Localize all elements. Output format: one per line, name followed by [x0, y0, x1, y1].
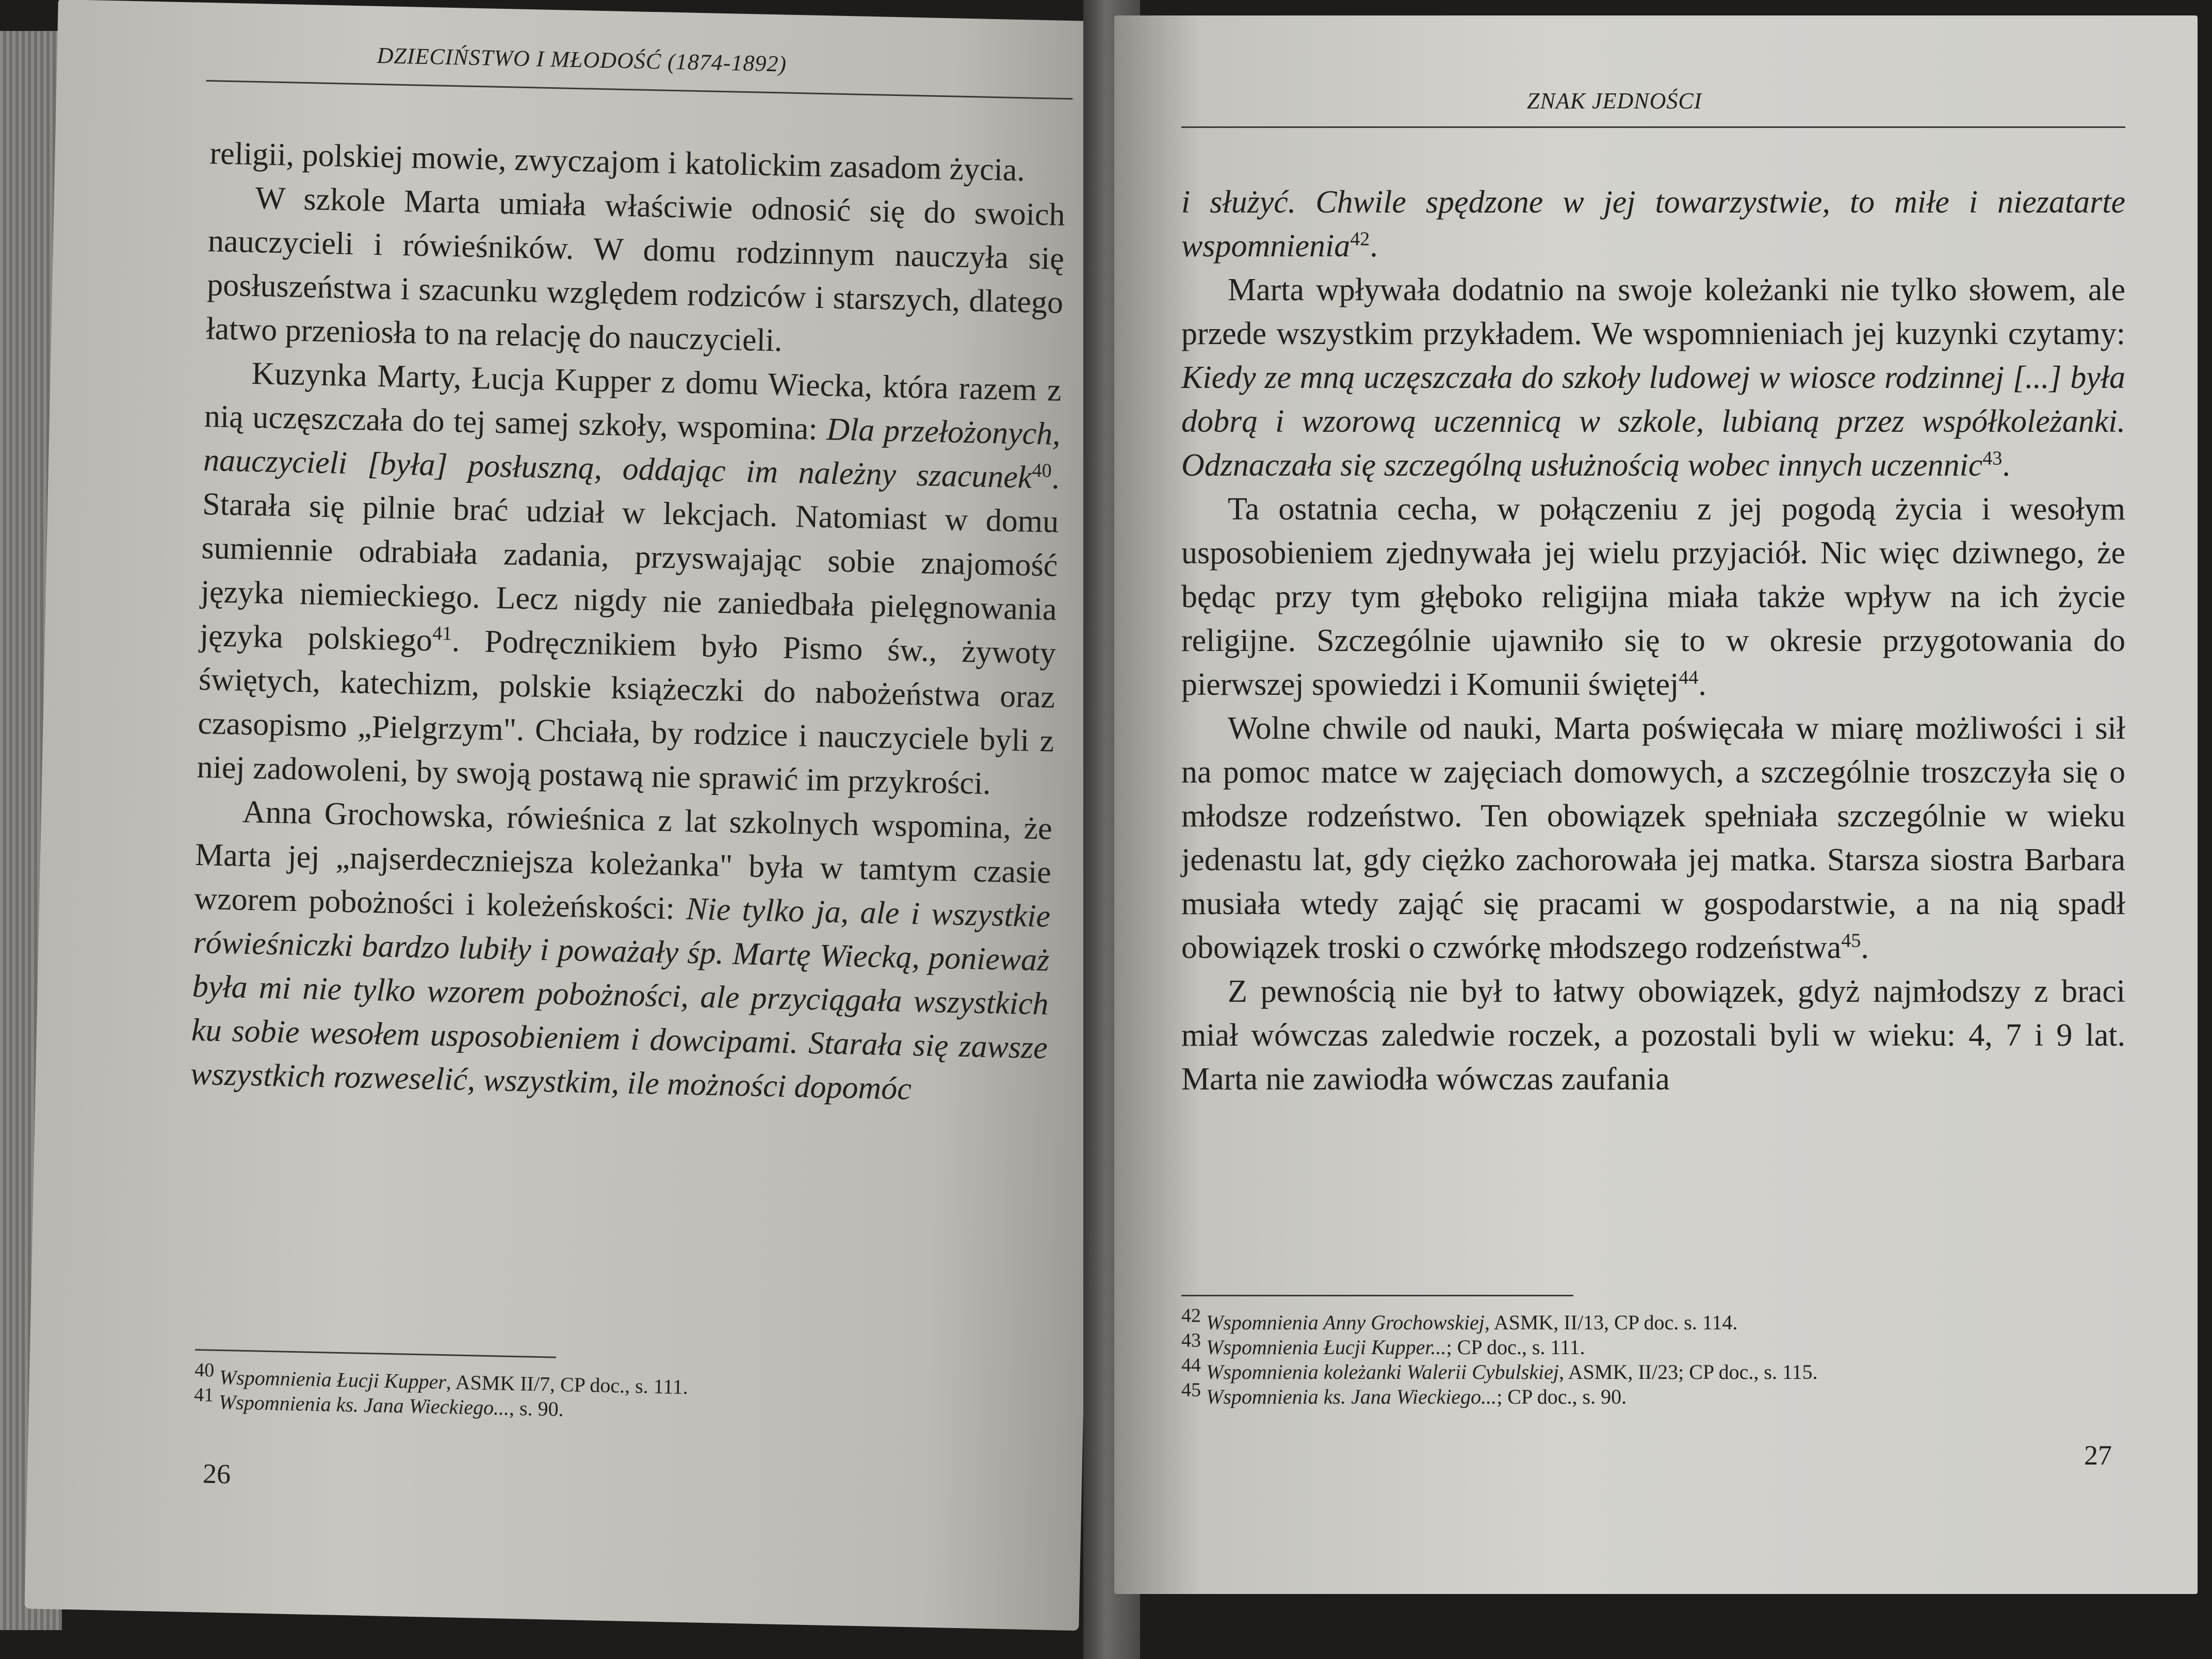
paragraph — [190, 789, 1052, 1114]
footnote-title: Wspomnienia ks. Jana Wieckiego... — [218, 1390, 510, 1420]
text: Wolne chwile od nauki, Marta poświęcała w miarę możliwości i sił na pomoc matce w zajęciach domowych, a szczególnie troszczyła się o młodsze rodzeństwo. Ten obowiązek spełniała szczególnie w wieku jedenastu lat, gdy ciężko zachorowała jej matka. Starsza siostra Barbara musiała wtedy zająć się pracami w gospodarstwie, a na nią spadł obowiązek troski o czwórkę młodszego rodzeństwa — [1181, 711, 2125, 965]
footnote-title: Wspomnienia ks. Jana Wieckiego... — [1206, 1385, 1497, 1408]
page-number-right: 27 — [2084, 1440, 2112, 1471]
paragraph — [1181, 707, 2125, 970]
right-body — [1181, 181, 2125, 1101]
paragraph: religii, polskiej mowie, zwyczajom i katolickim zasadom życia. — [209, 136, 1026, 188]
footnote-rule-left — [195, 1349, 556, 1358]
footnote-ref: 40 — [1032, 460, 1052, 482]
quote: Nie tylko ja, ale i wszystkie rówieśniczki bardzo lubiły i poważały śp. Martę Wiecką, ponieważ była mi nie tylko wzorem pobożności, ale przyciągała wszystkich ku sobie wesołem usposobieniem i dowcipami. Starała się zawsze wszystkich rozweselić, wszystkim, ile możności dopomóc — [190, 891, 1051, 1107]
paragraph: Z pewnością nie był to łatwy obowiązek, gdyż najmłodszy z braci miał wówczas zaledwie roczek, a pozostali byli w wieku: 4, 7 i 9 lat. Marta nie zawiodła wówczas zaufania — [1181, 974, 2125, 1097]
footnote-title: Wspomnienia Anny Grochowskiej — [1206, 1311, 1485, 1334]
text: . — [1698, 667, 1706, 702]
footnote — [1181, 1354, 1818, 1385]
footnote-title: Wspomnienia Łucji Kupper... — [1206, 1336, 1446, 1359]
text: Anna Grochowska, rówieśnica z lat szkolnych wspomina, że Marta jej „najserdeczniejsza koleżanka" była w tamtym czasie wzorem pobożności i koleżeńskości: — [193, 794, 1053, 926]
quote: Kiedy ze mną uczęszczała do szkoły ludowej w wiosce rodzinnej [...] była dobrą i wzorową uczennicą w szkole, lubianą przez współkoleżanki. Odznaczała się szczególną usłużnością wobec innych uczennic — [1181, 360, 2125, 483]
paragraph: W szkole Marta umiała właściwie odnosić się do swoich nauczycieli i rówieśników. W domu rodzinnym nauczyła się posłuszeństwa i szacunku względem rodziców i starszych, dlatego łatwo przeniosła to na relację do nauczycieli. — [205, 181, 1066, 359]
running-head-left: DZIECIŃSTWO I MŁODOŚĆ (1874-1892) — [377, 42, 787, 77]
text: Kuzynka Marty, Łucja Kupper z domu Wiecka, która razem z nią uczęszczała do tej samej szkoły, wspomina: — [204, 355, 1062, 447]
footnote-text: , ASMK II/7, CP doc., s. 111. — [446, 1370, 689, 1399]
footnote-title: Wspomnienia Łucji Kupper — [219, 1365, 447, 1394]
header-rule-left — [206, 80, 1073, 100]
running-head-right: ZNAK JEDNOŚCI — [1527, 88, 1702, 113]
quote: Dla przełożonych, nauczycieli [była] posłuszną, oddając im należny szacunek — [203, 412, 1061, 495]
text: Ta ostatnia cecha, w połączeniu z jej pogodą życia i wesołym usposobieniem zjednywała jej wielu przyjaciół. Nic więc dziwnego, że będąc przy tym głęboko religijna miała także wpływ na ich życie religijne. Szczególnie ujawniło się to w okresie przygotowania do pierwszej spowiedzi i Komunii świętej — [1181, 492, 2125, 702]
paragraph — [1181, 268, 2125, 487]
footnote-text: ; CP doc., s. 90. — [1497, 1385, 1627, 1408]
footnote-title: Wspomnienia koleżanki Walerii Cybulskiej — [1206, 1360, 1559, 1384]
footnote-number: 45 — [1181, 1379, 1201, 1401]
footnote-number: 43 — [1181, 1329, 1201, 1352]
footnote-ref: 41 — [432, 622, 452, 645]
footnote-text: , ASMK, II/23; CP doc., s. 115. — [1558, 1360, 1818, 1384]
left-body — [190, 132, 1066, 1114]
footnote-number: 41 — [193, 1384, 214, 1406]
text: . — [1370, 229, 1378, 264]
page-number-left: 26 — [202, 1458, 231, 1490]
text: . — [1861, 930, 1869, 965]
text: . Podręcznikiem było Pismo św., żywoty świętych, katechizm, polskie książeczki do nabożeństwa oraz czasopismo „Pielgrzym". Chciała, by rodzice i nauczyciele byli z niej zadowoleni, by swoją postawą nie sprawić im przykrości. — [197, 623, 1056, 802]
footnote-number: 40 — [194, 1359, 215, 1381]
footnote-ref: 44 — [1679, 666, 1699, 689]
footnote-ref: 42 — [1350, 228, 1370, 250]
footnote-text: ; CP doc., s. 111. — [1446, 1336, 1585, 1359]
header-rule-right — [1181, 126, 2125, 128]
quote: i służyć. Chwile spędzone w jej towarzystwie, to miłe i niezatarte wspomnienia — [1181, 185, 2125, 264]
paragraph — [1181, 181, 2125, 268]
footnote — [1181, 1379, 1818, 1409]
footnote-ref: 43 — [1982, 447, 2003, 469]
footnote-number: 44 — [1181, 1354, 1201, 1376]
text: . — [2002, 448, 2010, 483]
text: . Starała się pilnie brać udział w lekcjach. Natomiast w domu sumiennie odrabiała zadania, przyswajając sobie znajomość języka niemieckiego. Lecz nigdy nie zaniedbała pielęgnowania języka polskiego — [199, 460, 1060, 658]
footnote-ref: 45 — [1841, 930, 1861, 952]
footnote — [1181, 1329, 1818, 1360]
footnotes-right — [1181, 1305, 1818, 1409]
right-page — [1114, 15, 2198, 1594]
paragraph — [1181, 487, 2125, 707]
paragraph — [197, 351, 1062, 807]
footnote-number: 42 — [1181, 1305, 1201, 1327]
footnote — [1181, 1305, 1818, 1335]
footnote-rule-right — [1181, 1295, 1573, 1296]
footnote-text: , s. 90. — [509, 1396, 564, 1421]
text: Marta wpływała dodatnio na swoje koleżanki nie tylko słowem, ale przede wszystkim przykładem. We wspomnieniach jej kuzynki czytamy: — [1181, 272, 2125, 351]
footnotes-left — [193, 1359, 689, 1424]
footnote-text: , ASMK, II/13, CP doc. s. 114. — [1484, 1311, 1738, 1334]
left-page — [25, 0, 1113, 1631]
